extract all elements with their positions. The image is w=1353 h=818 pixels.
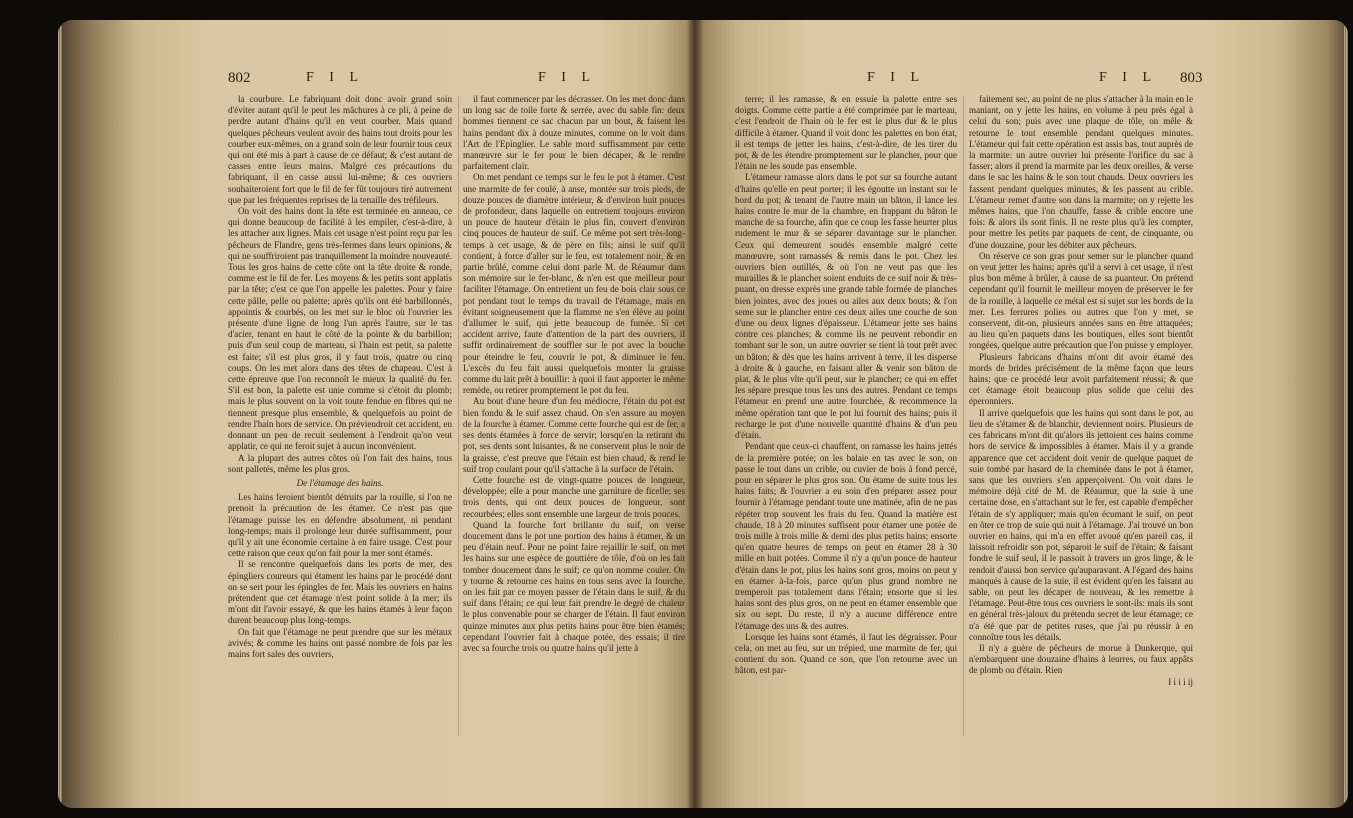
open-book — [58, 20, 1348, 810]
paragraph: la courbure. Le fabriquant doit donc avoir grand soin d'éviter autant qu'il le peut les mâchures à ce pli, à peine de perdre autant d'hains qu'il en veut courber. Mais quand quelques pêcheurs veulent avoir des hains tout droits pour les courber eux-mêmes, on a grand soin de leur fournir tous ceux qui ont été mis à part à cause de ce défaut; & c'est autant de casses entre leurs mains. Malgré ces précautions du fabriquant, il en casse aussi lui-même; & ces ouvriers souhaiteroient fort que le fil de fer fût toujours tiré autrement que par les fréquentes reprises de la tenaille des tréfileurs. — [228, 94, 452, 205]
paragraph: A la plupart des autres côtes où l'on fait des hains, tous sont palletés, même les plus gros. — [228, 452, 452, 474]
paragraph: Il se rencontre quelquefois dans les ports de mer, des épingliers coureurs qui étament les hains par le procédé dont on se sert pour les épingles de fer. Mais les ouvriers en hains prétendent que cet étamage n'est point solide à la mer; ils m'ont dit l'avoir essayé, & que les hains étamés à leur façon durent beaucoup plus long-temps. — [228, 559, 452, 626]
right-column-2 — [969, 94, 1193, 688]
right-header-col1: F I L — [867, 70, 925, 85]
paragraph: faitement sec, au point de ne plus s'attacher à la main en le maniant, on y jette les hains, en volume à peu près égal à celui du son; puis avec une plaque de tôle, on mêle & retourne le tout ensemble pendant quelques minutes. L'étameur qui fait cette opération est assis bas, tout auprès de la marmite: un autre ouvrier lui présente l'orifice du sac à fasser; alors il prend la marmite par les deux oreilles, & verse dans le sac les hains & le son tout chauds. Deux ouvriers les fassent pendant quelques minutes, & les passent au crible. L'étameur remet d'autre son dans la marmite; on y rejette les mêmes hains, que l'on chauffe, fasse & crible encore une fois: & alors ils sont finis. Il ne reste plus qu'à les compter, pour mettre les petits par paquets de cent, de cinquante, ou d'une douzaine, pour les débiter aux pêcheurs. — [969, 94, 1193, 250]
left-column-2 — [463, 94, 685, 654]
right-page — [695, 20, 1348, 808]
right-column-1 — [735, 94, 957, 677]
paragraph: Les hains feroient bientôt détruits par la rouille, si l'on ne prenoit la précaution de les étamer. Ce n'est pas que l'étamage puisse les en défendre absolument, ni pendant long-temps; mais il prolonge leur durée suffisamment, pour qu'il y ait une économie certaine à en faire usage. C'est pour cette raison que ceux qu'on fait pour la mer sont étamés. — [228, 492, 452, 559]
column-rule — [458, 96, 459, 736]
left-page-number: 802 — [228, 70, 251, 86]
paragraph: Cette fourche est de vingt-quatre pouces de longueur, développée; elle a pour manche une garniture de ficelle: ses trois dents, qui ont deux pouces de longueur, sont recourbées; elles sont ensemble une largeur de trois pouces. — [463, 474, 685, 519]
paragraph: Lorsque les hains sont étamés, il faut les dégraisser. Pour cela, on met au feu, sur un trépied, une marmite de fer, qui contient du son. Quand ce son, que l'on retourne avec un bâton, est par- — [735, 631, 957, 676]
right-page-edges — [1344, 26, 1348, 802]
paragraph: On fait que l'étamage ne peut prendre que sur les métaux avivés; & comme les hains ont passé nombre de fois par les mains fort sales des ouvriers, — [228, 626, 452, 659]
section-subtitle: De l'étamage des hains. — [296, 477, 384, 488]
column-rule — [963, 96, 964, 736]
paragraph: Pendant que ceux-ci chauffent, on ramasse les hains jettés de la première potée; on les balaie en tas avec le son, on passe le tout dans un crible, ou cuvier de bois à fond percé, pour en séparer le plus gros son. On étame de suite tous les hains faits; & l'ouvrier a eu soin d'en préparer assez pour fournir à l'étamage pendant toute une matinée, afin de ne pas répéter trop souvent les frais du feu. Quand la matière est chaude, 18 à 20 minutes suffisent pour étamer une potée de trois mille à trois mille & demi des plus petits hains; ensorte qu'en quatre heures de temps on peut en étamer 28 à 30 mille en huit potées. Comme il n'y a qu'un pouce de hauteur d'étain dans le pot, plus les hains sont gros, moins on peut y en étamer à-la-fois, parce qu'un plus grand nombre ne tremperoit pas totalement dans l'étain; ensorte que si les hains sont des plus gros, on ne peut en étamer ensemble que six ou sept. Du reste, il n'y a aucune différence entre l'étamage des uns & des autres. — [735, 441, 957, 631]
paragraph: Plusieurs fabricans d'hains m'ont dit avoir étamé des mords de brides précisément de la même façon que leurs hains; que ce procédé leur avoit parfaitement réussi; & que cet étamage étoit beaucoup plus solide que celui des éperonniers. — [969, 351, 1193, 407]
left-header-col1: F I L — [306, 70, 364, 85]
paragraph: terre; il les ramasse, & en essuie la palette entre ses doigts. Comme cette partie a été comprimée par le marteau, c'est l'endroit de l'hain où le fer est le plus dur & le plus difficile à étamer. Quand il voit donc les palettes en bon état, il est temps de jetter les hains, c'est-à-dire, de les tirer du pot, & de les étendre promptement sur le plancher, pour que l'étain ne les soude pas ensemble. — [735, 94, 957, 172]
signature-mark: I i i i ij — [1168, 676, 1193, 687]
left-header-col2: F I L — [538, 70, 596, 85]
left-column-1 — [228, 94, 452, 660]
paragraph: il faut commencer par les décrasser. On les met donc dans un long sac de toile forte & serrée, avec du sable fin: deux hommes tiennent ce sac chacun par un bout, & faisent les hains pendant dix à douze minutes, comme on le voit dans l'Art de l'Epinglier. Le sable mord suffisamment par cette manœuvre sur le fer pour le bien décaper, & le rendre parfaitement clair. — [463, 94, 685, 172]
paragraph: Il arrive quelquefois que les hains qui sont dans le pot, au lieu de s'étamer & de blanchir, deviennent noirs. Plusieurs de ces fabricans m'ont dit qu'alors ils jettoient ces hains comme hors de service & impossibles à étamer. Mais il y a grande apparence que cet accident doit venir de quelque paquet de suie tombé par hasard de la cheminée dans le pot à étamer, sans que les ouvriers s'en apperçoivent. On voit dans le mémoire déjà cité de M. de Réaumur, que la suie à une certaine dose, en s'attachant sur le fer, est capable d'empêcher l'étain de s'y appliquer; mais qu'en écumant le suif, on peut en ôter ce trop de suie qui nuit à l'étamage. J'ai trouvé un bon ouvrier en hains, qui m'a en effet avoué qu'en pareil cas, il laissoit refroidir son pot, séparoit le suif de l'étain; & faisant fondre le suif seul, il le passoit à travers un gros linge, & le rendoit d'aussi bon service qu'auparavant. A l'égard des hains manqués à cause de la suie, il est évident qu'en les faisant au sable, on peut les décaper de nouveau, & les remettre à l'étamage. Peut-être tous ces ouvriers le sont-ils: mais ils sont en général très-jaloux du prétendu secret de leur étamage; ce n'a été que par de petites ruses, que j'ai pu réussir à en connoître tous les détails. — [969, 407, 1193, 642]
paragraph: Au bout d'une heure d'un feu médiocre, l'étain du pot est bien fondu & le suif assez chaud. On s'en assure au moyen de la fourche à étamer. Comme cette fourche qui est de fer, a ses dents étamées à force de servir; lorsqu'en la retirant du pot, ses dents sont luisantes, & ne conservent plus le noir de la graisse, c'est preuve que l'étain est bien chaud, & rend le suif trop coulant pour qu'il s'attache à la surface de l'étain. — [463, 396, 685, 474]
paragraph: L'étameur ramasse alors dans le pot sur sa fourche autant d'hains qu'elle en peut porter; il les égoutte un instant sur le bord du pot; & tenant de l'autre main un bâton, il lance les hains contre le mur de la chambre, en frappant du bâton le manche de sa fourche, afin que ce coup les fasse heurter plus rudement le mur & se séparer davantage sur le plancher. Ceux qui demeurent soudés ensemble malgré cette manœuvre, sont ramassés & remis dans le pot. Chez les ouvriers bien outillés, & où l'on ne veut pas que les murailles & le plancher soient enduits de ce suif noir & très-puant, on dresse exprès une grande table formée de planches bien jointes, avec des joues ou ailes aux deux bouts; & l'on seme sur le plancher entre ces deux ailes une couche de son d'une ou deux lignes d'épaisseur. L'étameur jette ses hains contre ces planches; & comme ils ne peuvent rebondir en tombant sur le son, un autre ouvrier se tient là tout prêt avec un bâton; & dès que les hains arrivent à terre, il les disperse à droite & à gauche, en faisant aller & venir son bâton de plat, & le plus vîte qu'il peut, sur le plancher; ce qui en effet les sépare presque tous les uns des autres. Pendant ce temps l'étameur en prend une autre fourchée, & recommence la même opération tant que le pot lui fournit des hains; puis il recharge le pot d'une nouvelle quantité d'hains & d'un peu d'étain. — [735, 172, 957, 441]
paragraph: On met pendant ce temps sur le feu le pot à étamer. C'est une marmite de fer coulé, à anse, montée sur trois pieds, de douze pouces de diamètre intérieur, & d'environ huit pouces de profondeur, dans laquelle on entretient toujours environ un pouce de hauteur d'étain le plus fin, couvert d'environ cinq pouces de hauteur de suif. Ce même pot sert très-long-temps à cet usage, & de père en fils; ainsi le suif qu'il contient, à force d'aller sur le feu, est totalement noir, & en partie brûlé, comme celui dont parle M. de Réaumur dans son mémoire sur le fer-blanc, & n'en est que meilleur pour faciliter l'étamage. On entretient un feu de bois clair sous ce pot pendant tout le temps du travail de l'étamage, mais en évitant soigneusement que la flamme ne s'en élève au point d'allumer le suif, qui jette beaucoup de fumée. Si cet accident arrive, faute d'attention de la part des ouvriers, il suffit ordinairement de souffler sur le pot avec la bouche pour éteindre le feu, couvrir le pot, & diminuer le feu. L'excès du feu fait aussi quelquefois monter la graisse comme du lait prêt à bouillir: à quoi il faut apporter le même remède, ou retirer promptement le pot du feu. — [463, 172, 685, 396]
paragraph: Il n'y a guère de pêcheurs de morue à Dunkerque, qui n'embarquent une douzaine d'hains à leurres, ou faux appâts de plomb ou d'étain. Rien — [969, 642, 1193, 676]
book-gutter — [686, 20, 704, 808]
left-page-edges — [58, 26, 62, 802]
right-header-col2: F I L — [1099, 70, 1157, 85]
left-page — [58, 20, 695, 808]
right-page-number: 803 — [1180, 70, 1203, 86]
paragraph: Quand la fourche fort brillante du suif, on verse doucement dans le pot une portion des hains à étamer, & un peu d'étain neuf. Pour ne point faire rejaillir le suif, on met les hains sur une espèce de gouttière de tôle, d'où on les fait tomber doucement dans le suif; ce qu'on nomme couler. On y tourne & retourne ces hains en tous sens avec la fourche, on les fait par ce moyen passer de l'étain dans le suif, & du suif dans l'étain; ce qui leur fait prendre le degré de chaleur le plus convenable pour se charger de l'étain. Il faut environ quinze minutes aux plus petits hains pour être bien étamés; cependant l'ouvrier fait à chaque potée, des essais; il tire avec sa fourche trois ou quatre hains qu'il jette à — [463, 519, 685, 653]
paragraph: On réserve ce son gras pour semer sur le plancher quand on veut jetter les hains; après qu'il a servi à cet usage, il n'est plus bon même à brûler, à cause de sa puanteur. On prétend cependant qu'il fournit le meilleur moyen de préserver le fer de la rouille, à laquelle ce métal est si sujet sur les bords de la mer. Les ferrures polies ou autres que l'on y met, se conservent, dit-on, plusieurs années sans en être attaquées; au lieu qu'en paquets dans les boutiques, elles sont bientôt rongées, quelque autre précaution que l'on puisse y employer. — [969, 250, 1193, 351]
paragraph: On voit des hains dont la tête est terminée en anneau, ce qui donne beaucoup de facilité à les empiler, c'est-à-dire, à les attacher aux lignes. Mais cet usage n'est point reçu par les pêcheurs de Flandre, gens très-fermes dans leurs opinions, & qui ne souffriroient pas tranquillement la moindre nouveauté. Tous les gros hains de cette côte ont la tête droite & ronde, comme est le fil de fer. Les moyens & les petits sont applatis par la tête; c'est ce que l'on appelle les palettes. Pour y faire cette pâlle, pelle ou palette; après qu'ils ont été barbillonnés, appointis & courbés, on les met sur le bloc où l'ouvrier les présente d'une ligne de long l'un après l'autre, sur le tas d'acier, tenant en haut le côté de la pointe & du barbillon; puis d'un seul coup de marteau, si l'hain est petit, sa palette est faite; s'il est plus gros, il y faut trois, quatre ou cinq coups. On les met alors dans des têtes de chapeau. C'est à cette épreuve que l'on reconnoît le mieux la qualité du fer. S'il est bon, la palette est unie comme si c'étoit du plomb; mais le plus souvent on la voit toute fendue en fibres qui ne tiennent presque plus ensemble, & quelquefois au point de rendre l'hain hors de service. On préviendroit cet accident, en donnant un peu de recuit seulement à l'endroit qu'on veut applatir, ce qui ne feroit sujet à aucun inconvénient. — [228, 206, 452, 452]
